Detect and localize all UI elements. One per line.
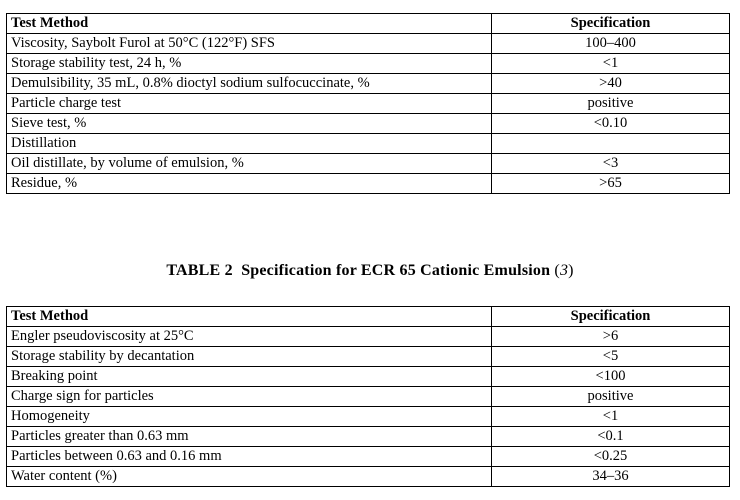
specification-cell: <0.10	[492, 114, 730, 134]
specification-cell: <5	[492, 347, 730, 367]
test-method-cell: Sieve test, %	[7, 114, 492, 134]
column-header-test-method: Test Method	[7, 14, 492, 34]
table-row	[7, 367, 730, 387]
column-header-specification: Specification	[492, 307, 730, 327]
test-method-cell: Water content (%)	[7, 467, 492, 487]
test-method-cell: Storage stability test, 24 h, %	[7, 54, 492, 74]
test-method-cell: Distillation	[7, 134, 492, 154]
specification-cell	[492, 134, 730, 154]
table-1	[6, 13, 730, 194]
specification-cell: 34–36	[492, 467, 730, 487]
specification-cell: positive	[492, 94, 730, 114]
table-2	[6, 306, 730, 487]
table-header-row	[7, 307, 730, 327]
test-method-cell: Oil distillate, by volume of emulsion, %	[7, 154, 492, 174]
column-header-test-method: Test Method	[7, 307, 492, 327]
table-row	[7, 74, 730, 94]
test-method-cell: Storage stability by decantation	[7, 347, 492, 367]
specification-cell: <0.1	[492, 427, 730, 447]
table-row	[7, 174, 730, 194]
reference-open-paren: (	[554, 262, 560, 279]
test-method-cell: Charge sign for particles	[7, 387, 492, 407]
specification-cell: 100–400	[492, 34, 730, 54]
test-method-cell: Particle charge test	[7, 94, 492, 114]
test-method-cell: Viscosity, Saybolt Furol at 50°C (122°F) SFS	[7, 34, 492, 54]
table-row	[7, 407, 730, 427]
specification-cell: >6	[492, 327, 730, 347]
test-method-cell: Homogeneity	[7, 407, 492, 427]
test-method-cell: Engler pseudoviscosity at 25°C	[7, 327, 492, 347]
reference-close-paren: )	[568, 262, 574, 279]
table-row	[7, 34, 730, 54]
specification-cell: <100	[492, 367, 730, 387]
test-method-cell: Demulsibility, 35 mL, 0.8% dioctyl sodium sulfocuccinate, %	[7, 74, 492, 94]
table-row	[7, 327, 730, 347]
table-row	[7, 387, 730, 407]
specification-cell: <3	[492, 154, 730, 174]
specification-cell: >65	[492, 174, 730, 194]
column-header-specification: Specification	[492, 14, 730, 34]
table-row	[7, 54, 730, 74]
test-method-cell: Residue, %	[7, 174, 492, 194]
reference-number: 3	[559, 262, 569, 279]
table-row	[7, 154, 730, 174]
caption-label: TABLE 2	[166, 262, 233, 279]
table-2-caption	[0, 262, 740, 280]
specification-cell: <1	[492, 54, 730, 74]
table-row	[7, 347, 730, 367]
caption-title: Specification for ECR 65 Cationic Emulsion	[241, 262, 551, 279]
table-row	[7, 114, 730, 134]
caption-reference	[554, 262, 573, 279]
table-row	[7, 447, 730, 467]
specification-cell: <1	[492, 407, 730, 427]
specification-cell: >40	[492, 74, 730, 94]
table-row	[7, 94, 730, 114]
table-row	[7, 134, 730, 154]
table-row	[7, 427, 730, 447]
table-row	[7, 467, 730, 487]
table-header-row	[7, 14, 730, 34]
specification-cell: positive	[492, 387, 730, 407]
specification-cell: <0.25	[492, 447, 730, 467]
test-method-cell: Particles between 0.63 and 0.16 mm	[7, 447, 492, 467]
test-method-cell: Breaking point	[7, 367, 492, 387]
test-method-cell: Particles greater than 0.63 mm	[7, 427, 492, 447]
